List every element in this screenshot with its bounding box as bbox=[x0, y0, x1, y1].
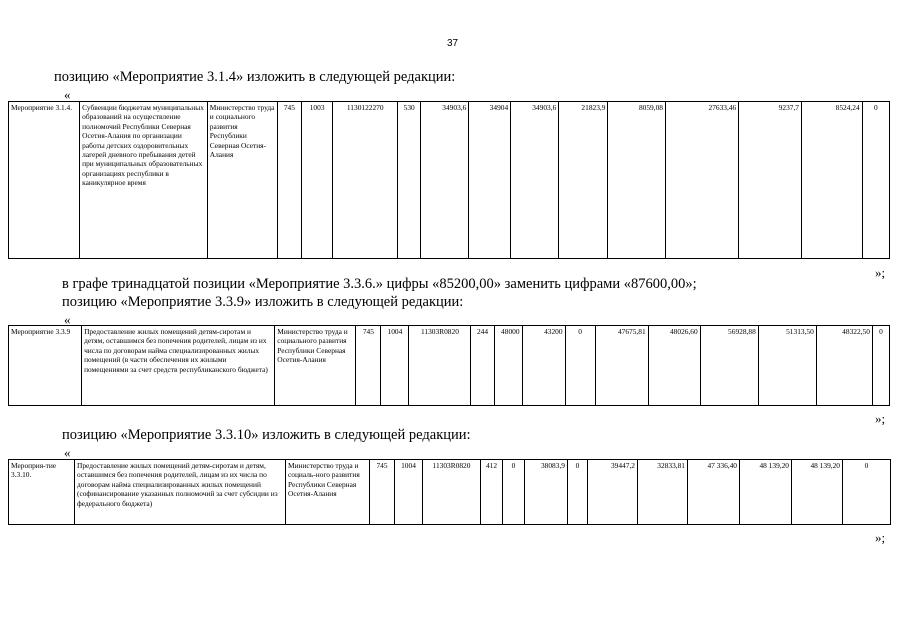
measure-description: Субвенции бюджетам муниципальных образований на осуществление полномочий Республики Северная Осетия-Алания по организации работы детских оздоровительных лагерей дневного пребывания детей при муниципальных образовательных организациях республики в каникулярное время bbox=[80, 102, 208, 259]
amount-cell: 27633,46 bbox=[666, 102, 739, 259]
amount-cell: 39447,2 bbox=[588, 460, 638, 525]
amount-cell: 0 bbox=[503, 460, 525, 525]
amount-cell: 38083,9 bbox=[525, 460, 568, 525]
measure-executor: Министерство труда и социаль-ного развития Республики Северная Осетия-Алания bbox=[286, 460, 370, 525]
amount-cell: 48 139,20 bbox=[792, 460, 843, 525]
amount-cell: 0 bbox=[872, 326, 889, 406]
instruction-3-3-6: в графе тринадцатой позиции «Мероприятие 3.3.6.» цифры «85200,00» заменить цифрами «87600,00»; bbox=[62, 276, 697, 292]
amount-cell: 47675,81 bbox=[595, 326, 648, 406]
measure-name: Мероприятие 3.3.9 bbox=[9, 326, 82, 406]
amount-cell: 48000 bbox=[494, 326, 522, 406]
table-measure-3-1-4 bbox=[8, 101, 890, 259]
expense-type: 412 bbox=[481, 460, 503, 525]
measure-name: Мероприятие 3.1.4. bbox=[9, 102, 80, 259]
amount-cell: 48026,60 bbox=[648, 326, 700, 406]
amount-cell: 9237,7 bbox=[739, 102, 802, 259]
measure-name: Мероприя-тие 3.3.10. bbox=[9, 460, 75, 525]
amount-cell: 32833,81 bbox=[638, 460, 688, 525]
measure-description: Предоставление жилых помещений детям-сиротам и детям, оставшимся без попечения родителей, лицам из их числа по договорам найма специализированных жилых помещений (софинансирование указанных полномочий за счет субсидии из федерального бюджета) bbox=[75, 460, 286, 525]
amount-cell: 47 336,40 bbox=[688, 460, 740, 525]
target-code: 11303R0820 bbox=[409, 326, 471, 406]
amount-cell: 0 bbox=[565, 326, 595, 406]
section-code: 1004 bbox=[381, 326, 409, 406]
expense-type: 244 bbox=[471, 326, 494, 406]
instruction-3-3-10: позицию «Мероприятие 3.3.10» изложить в следующей редакции: bbox=[62, 427, 471, 443]
table-row bbox=[9, 460, 891, 525]
table-measure-3-3-9 bbox=[8, 325, 890, 406]
amount-cell: 34904 bbox=[469, 102, 511, 259]
target-code: 11303R0820 bbox=[423, 460, 481, 525]
amount-cell: 0 bbox=[843, 460, 891, 525]
open-quote: « bbox=[64, 87, 71, 102]
gov-code: 745 bbox=[277, 102, 301, 259]
close-quote: »; bbox=[875, 530, 886, 545]
section-code: 1003 bbox=[301, 102, 332, 259]
amount-cell: 21823,9 bbox=[559, 102, 608, 259]
amount-cell: 0 bbox=[568, 460, 588, 525]
amount-cell: 56928,88 bbox=[700, 326, 758, 406]
amount-cell: 34903,6 bbox=[511, 102, 559, 259]
open-quote: « bbox=[64, 445, 71, 460]
measure-description: Предоставление жилых помещений детям-сиротам и детям, оставшимся без попечения родителей, лицам из их числа по договорам найма специализированных жилых помещений (в части обеспечения их жилыми помещениями за счет средств республиканского бюджета) bbox=[82, 326, 275, 406]
table-row bbox=[9, 326, 890, 406]
amount-cell: 8059,08 bbox=[608, 102, 666, 259]
table-measure-3-3-10 bbox=[8, 459, 891, 525]
gov-code: 745 bbox=[370, 460, 395, 525]
page-number: 37 bbox=[446, 38, 459, 49]
instruction-3-1-4: позицию «Мероприятие 3.1.4» изложить в следующей редакции: bbox=[54, 69, 456, 85]
measure-executor: Министерство труда и социального развития Республики Северная Осетия-Алания bbox=[275, 326, 356, 406]
close-quote: »; bbox=[875, 411, 886, 426]
gov-code: 745 bbox=[356, 326, 381, 406]
amount-cell: 0 bbox=[862, 102, 889, 259]
amount-cell: 34903,6 bbox=[421, 102, 469, 259]
open-quote: « bbox=[64, 312, 71, 327]
close-quote: »; bbox=[875, 265, 886, 280]
target-code: 1130122270 bbox=[333, 102, 398, 259]
section-code: 1004 bbox=[395, 460, 423, 525]
amount-cell: 8524,24 bbox=[802, 102, 863, 259]
amount-cell: 43200 bbox=[522, 326, 565, 406]
amount-cell: 48 139,20 bbox=[740, 460, 792, 525]
instruction-3-3-9: позицию «Мероприятие 3.3.9» изложить в следующей редакции: bbox=[62, 294, 464, 310]
table-row bbox=[9, 102, 890, 259]
expense-type: 530 bbox=[398, 102, 421, 259]
amount-cell: 48322,50 bbox=[816, 326, 872, 406]
amount-cell: 51313,50 bbox=[758, 326, 816, 406]
measure-executor: Министерство труда и социального развития Республики Северная Осетия-Алания bbox=[207, 102, 277, 259]
